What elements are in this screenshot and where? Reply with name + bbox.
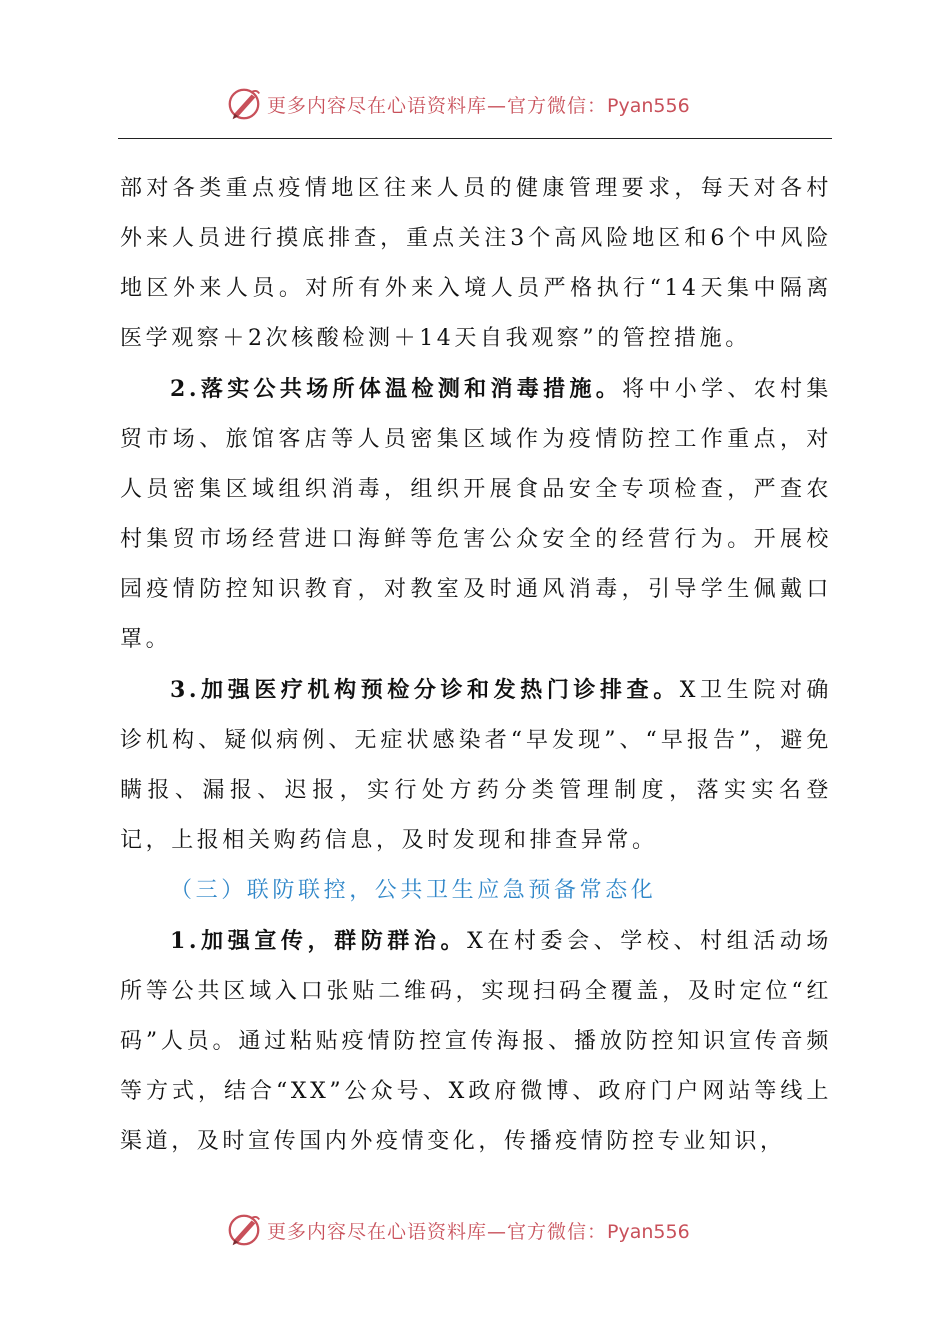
- paragraph-lead: 3.加强医疗机构预检分诊和发热门诊排查。: [170, 677, 680, 703]
- banner-label: 更多内容尽在心语资料库—官方微信：: [267, 1220, 608, 1243]
- document-body: [120, 164, 832, 1167]
- footer-banner: [225, 1210, 745, 1250]
- header-divider: [118, 138, 832, 139]
- paragraph-text: X卫生院对确诊机构、疑似病例、无症状感染者“早发现”、“早报告”，避免瞒报、漏报、迟报，实行处方药分类管理制度，落实实名登记，上报相关购药信息，及时发现和排查异常。: [120, 678, 833, 853]
- pen-logo-icon: [225, 85, 263, 123]
- paragraph-2: [120, 364, 832, 665]
- paragraph-continuation: [120, 164, 832, 364]
- paragraph-text: X在村委会、学校、村组活动场所等公共区域入口张贴二维码，实现扫码全覆盖，及时定位“红码”人员。通过粘贴疫情防控宣传海报、播放防控知识宣传音频等方式，结合“XX”公众号、X政府微博、政府门户网站等线上渠道，及时宣传国内外疫情变化，传播疫情防控专业知识，: [120, 929, 832, 1154]
- paragraph-lead: 2.落实公共场所体温检测和消毒措施。: [170, 376, 623, 402]
- banner-wechat-id: Pyan556: [607, 94, 690, 117]
- paragraph-4: [120, 916, 832, 1167]
- banner-text: [267, 1217, 690, 1244]
- section-heading: （三）联防联控，公共卫生应急预备常态化: [170, 878, 657, 903]
- banner-text: [267, 91, 690, 118]
- paragraph-text: 部对各类重点疫情地区往来人员的健康管理要求，每天对各村外来人员进行摸底排查，重点关注3个高风险地区和6个中风险地区外来人员。对所有外来入境人员严格执行“14天集中隔离医学观察＋2次核酸检测＋14天自我观察”的管控措施。: [120, 176, 832, 351]
- paragraph-3: [120, 665, 832, 866]
- paragraph-text: 将中小学、农村集贸市场、旅馆客店等人员密集区域作为疫情防控工作重点，对人员密集区域组织消毒，组织开展食品安全专项检查，严查农村集贸市场经营进口海鲜等危害公众安全的经营行为。开展校园疫情防控知识教育，对教室及时通风消毒，引导学生佩戴口罩。: [120, 377, 832, 652]
- pen-logo-icon: [225, 1211, 263, 1249]
- header-banner: [225, 84, 745, 124]
- banner-wechat-id: Pyan556: [607, 1220, 690, 1243]
- paragraph-lead: 1.加强宣传，群防群治。: [170, 928, 468, 954]
- banner-label: 更多内容尽在心语资料库—官方微信：: [267, 94, 608, 117]
